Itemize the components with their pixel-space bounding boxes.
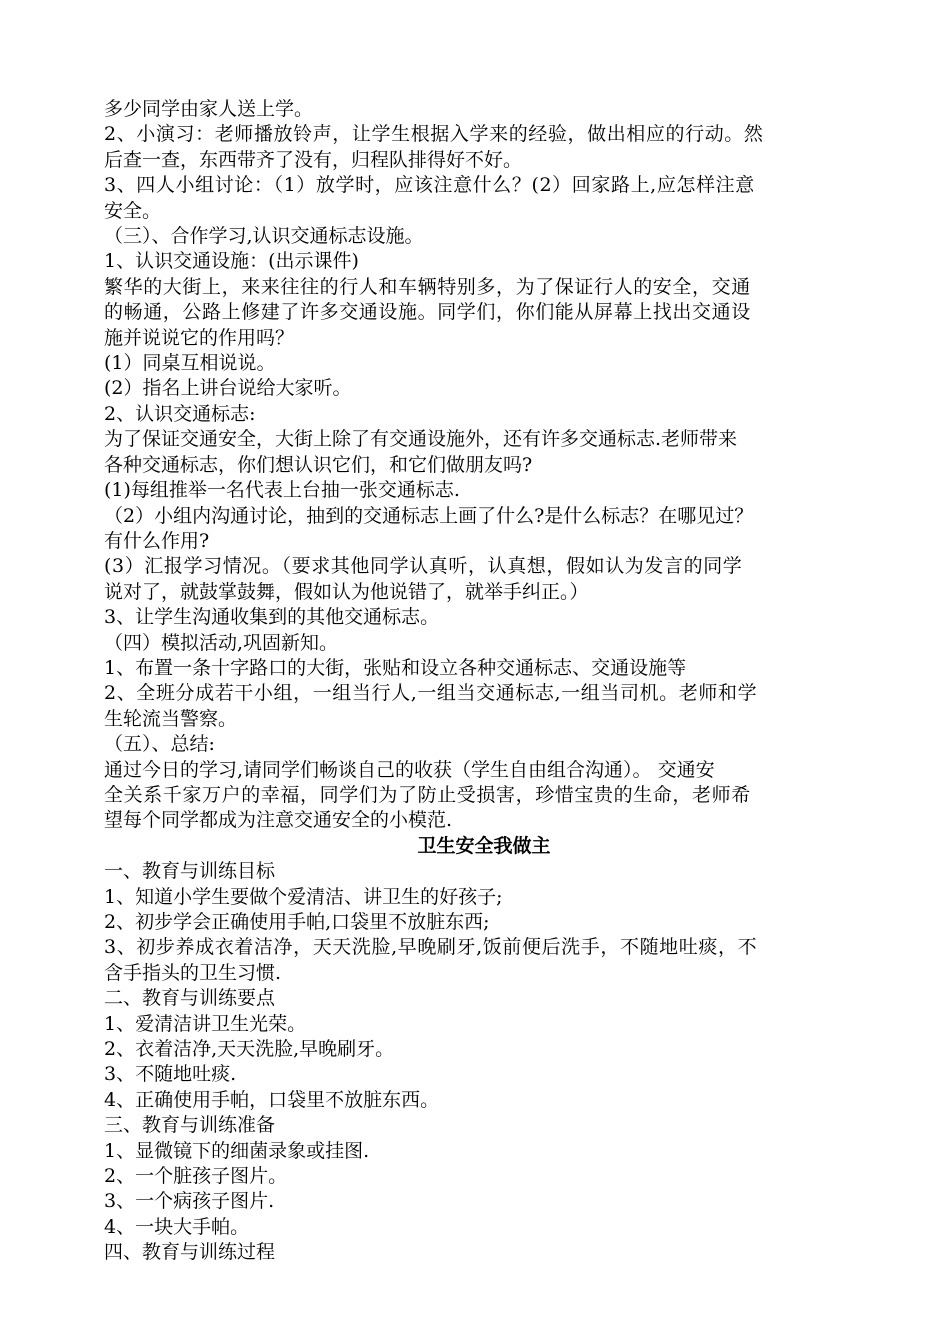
text-line: (3）汇报学习情况。（要求其他同学认真听，认真想，假如认为发言的同学 (104, 555, 743, 578)
text-line: 2、认识交通标志: (104, 402, 256, 425)
text-line: 安全。 (104, 199, 162, 222)
text-line: 3、初步养成衣着洁净，天天洗脸,早晚刷牙,饭前便后洗手，不随地吐痰，不 (104, 936, 758, 959)
text-line: 3、一个病孩子图片. (104, 1190, 275, 1213)
document-page (104, 97, 864, 1266)
text-line: 繁华的大街上，来来往往的行人和车辆特别多，为了保证行人的安全，交通 (104, 275, 751, 298)
text-line: （2）小组内沟通讨论，抽到的交通标志上画了什么?是什么标志？在哪见过？ (104, 504, 754, 527)
text-line: 后查一查，东西带齐了没有，归程队排得好不好。 (104, 148, 523, 171)
text-line: 1、认识交通设施：(出示课件) (104, 250, 359, 273)
text-line: (1)每组推举一名代表上台抽一张交通标志. (104, 479, 460, 502)
text-line: 生轮流当警察。 (104, 707, 238, 730)
text-line: 2、初步学会正确使用手帕,口袋里不放脏东西; (104, 911, 490, 933)
text-line: 2、小演习：老师播放铃声，让学生根据入学来的经验，做出相应的行动。然 (104, 123, 764, 146)
text-line: 4、一块大手帕。 (104, 1215, 250, 1238)
text-line: (2）指名上讲台说给大家听。 (104, 377, 352, 400)
section-heading: （五）、总结: (104, 733, 215, 756)
section-heading: 三、教育与训练准备 (104, 1114, 276, 1137)
text-line: 望每个同学都成为注意交通安全的小模范. (104, 809, 453, 832)
text-line: 各种交通标志，你们想认识它们，和它们做朋友吗? (104, 453, 533, 476)
text-line: 有什么作用? (104, 529, 210, 552)
text-line: 的畅通，公路上修建了许多交通设施。同学们，你们能从屏幕上找出交通设 (104, 301, 751, 324)
section-heading: 四、教育与训练过程 (104, 1241, 276, 1264)
section-title: 卫生安全我做主 (417, 834, 551, 857)
text-line: 多少同学由家人送上学。 (104, 98, 314, 120)
text-line: 2、一个脏孩子图片。 (104, 1165, 288, 1188)
text-line: 通过今日的学习,请同学们畅谈自己的收获（学生自由组合沟通）。 交通安 (104, 758, 715, 781)
text-line: 1、知道小学生要做个爱清洁、讲卫生的好孩子; (104, 885, 503, 908)
text-line: 1、爱清洁讲卫生光荣。 (104, 1012, 307, 1035)
text-line: 2、衣着洁净,天天洗脸,早晚刷牙。 (104, 1038, 395, 1061)
text-line: 含手指头的卫生习惯. (104, 961, 282, 984)
text-line: 全关系千家万户的幸福，同学们为了防止受损害，珍惜宝贵的生命，老师希 (104, 783, 751, 806)
section-heading: 一、教育与训练目标 (104, 860, 276, 883)
text-line: 施并说说它的作用吗？ (104, 326, 295, 349)
text-line: (1）同桌互相说说。 (104, 352, 276, 375)
text-line: 3、四人小组讨论：（1）放学时，应该注意什么？(2）回家路上,应怎样注意 (104, 174, 755, 197)
text-line: 说对了，就鼓掌鼓舞，假如认为他说错了，就举手纠正。） (104, 580, 589, 603)
section-heading: （三）、合作学习,认识交通标志设施。 (104, 225, 424, 248)
text-line: 3、不随地吐痰. (104, 1063, 237, 1086)
text-line: 2、全班分成若干小组，一组当行人,一组当交通标志,一组当司机。老师和学 (104, 682, 758, 705)
text-line: 3、让学生沟通收集到的其他交通标志。 (104, 606, 440, 629)
section-heading: 二、教育与训练要点 (104, 987, 276, 1010)
text-line: 1、显微镜下的细菌录象或挂图. (104, 1139, 370, 1162)
text-line: 为了保证交通安全，大街上除了有交通设施外，还有许多交通标志.老师带来 (104, 428, 738, 451)
text-line: 1、布置一条十字路口的大街，张贴和设立各种交通标志、交通设施等 (104, 656, 687, 679)
text-line: 4、正确使用手帕，口袋里不放脏东西。 (104, 1088, 440, 1111)
section-heading: （四）模拟活动,巩固新知。 (104, 631, 339, 654)
